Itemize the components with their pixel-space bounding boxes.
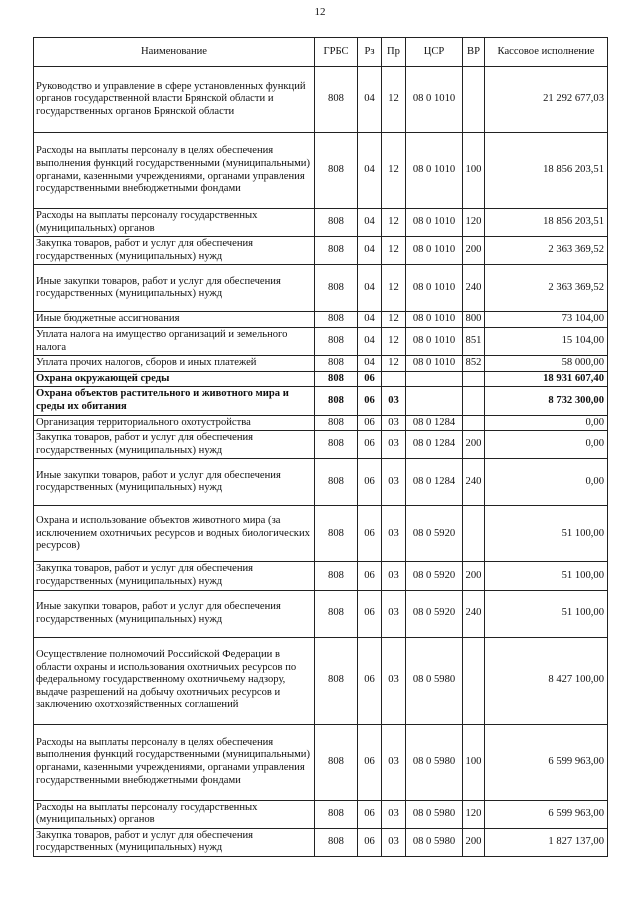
cell-vr: 120	[463, 800, 485, 828]
cell-grbs: 808	[315, 387, 358, 415]
cell-csr: 08 0 5980	[406, 724, 463, 800]
cell-rz: 06	[358, 637, 382, 724]
cell-csr: 08 0 5980	[406, 800, 463, 828]
cell-rz: 06	[358, 562, 382, 590]
column-header-vr: ВР	[463, 38, 485, 67]
column-header-csr: ЦСР	[406, 38, 463, 67]
table-row	[34, 431, 608, 459]
cell-csr: 08 0 5980	[406, 828, 463, 856]
table-row	[34, 387, 608, 415]
table-row	[34, 724, 608, 800]
table-row	[34, 312, 608, 328]
cell-vr: 240	[463, 459, 485, 506]
table-body	[34, 67, 608, 857]
cell-name: Расходы на выплаты персоналу государственных (муниципальных) органов	[34, 209, 315, 237]
cell-csr: 08 0 1010	[406, 327, 463, 355]
cell-rz: 04	[358, 312, 382, 328]
table-row	[34, 67, 608, 133]
table-row	[34, 415, 608, 431]
table-row	[34, 800, 608, 828]
cell-csr: 08 0 1010	[406, 265, 463, 312]
cell-amount: 73 104,00	[485, 312, 608, 328]
cell-grbs: 808	[315, 590, 358, 637]
cell-rz: 04	[358, 209, 382, 237]
cell-csr: 08 0 1284	[406, 431, 463, 459]
cell-csr: 08 0 1284	[406, 459, 463, 506]
cell-vr	[463, 506, 485, 562]
cell-csr: 08 0 1010	[406, 312, 463, 328]
cell-pr: 03	[382, 800, 406, 828]
table-row	[34, 590, 608, 637]
cell-name: Иные закупки товаров, работ и услуг для обеспечения государственных (муниципальных) нужд	[34, 459, 315, 506]
cell-vr	[463, 67, 485, 133]
cell-csr: 08 0 5920	[406, 590, 463, 637]
cell-grbs: 808	[315, 415, 358, 431]
cell-amount: 21 292 677,03	[485, 67, 608, 133]
table-row	[34, 506, 608, 562]
cell-vr: 200	[463, 237, 485, 265]
cell-amount: 18 856 203,51	[485, 133, 608, 209]
cell-pr: 03	[382, 387, 406, 415]
cell-vr: 851	[463, 327, 485, 355]
cell-csr: 08 0 1010	[406, 133, 463, 209]
cell-rz: 06	[358, 724, 382, 800]
table-row	[34, 356, 608, 372]
cell-pr: 12	[382, 237, 406, 265]
table-row	[34, 237, 608, 265]
cell-rz: 06	[358, 371, 382, 387]
cell-rz: 04	[358, 265, 382, 312]
cell-amount: 8 732 300,00	[485, 387, 608, 415]
cell-csr: 08 0 1284	[406, 415, 463, 431]
cell-csr: 08 0 1010	[406, 209, 463, 237]
cell-csr: 08 0 5920	[406, 562, 463, 590]
cell-amount: 8 427 100,00	[485, 637, 608, 724]
column-header-pr: Пр	[382, 38, 406, 67]
cell-grbs: 808	[315, 67, 358, 133]
table-row	[34, 637, 608, 724]
cell-vr: 240	[463, 265, 485, 312]
cell-rz: 06	[358, 800, 382, 828]
table-row	[34, 371, 608, 387]
cell-pr: 12	[382, 209, 406, 237]
cell-amount: 0,00	[485, 459, 608, 506]
cell-name: Осуществление полномочий Российской Федерации в области охраны и использования охотничьих ресурсов по федеральному государственному охотничьему надзору, выдаче разрешений на добычу охотничьих ресурсов и заключению охотхозяйственных соглашений	[34, 637, 315, 724]
cell-pr: 03	[382, 828, 406, 856]
cell-grbs: 808	[315, 431, 358, 459]
cell-name: Расходы на выплаты персоналу в целях обеспечения выполнения функций государственными (муниципальными) органами, казенными учреждениями, органами управления государственными внебюджетными фондами	[34, 724, 315, 800]
cell-rz: 06	[358, 459, 382, 506]
table-row	[34, 562, 608, 590]
cell-pr: 12	[382, 356, 406, 372]
cell-name: Иные закупки товаров, работ и услуг для обеспечения государственных (муниципальных) нужд	[34, 265, 315, 312]
page-number: 12	[314, 6, 326, 18]
cell-vr: 800	[463, 312, 485, 328]
cell-vr: 200	[463, 562, 485, 590]
cell-pr: 12	[382, 133, 406, 209]
cell-pr: 12	[382, 312, 406, 328]
budget-table	[33, 37, 608, 857]
cell-grbs: 808	[315, 265, 358, 312]
cell-amount: 51 100,00	[485, 590, 608, 637]
cell-name: Закупка товаров, работ и услуг для обеспечения государственных (муниципальных) нужд	[34, 431, 315, 459]
cell-pr: 12	[382, 327, 406, 355]
cell-pr: 12	[382, 265, 406, 312]
cell-grbs: 808	[315, 237, 358, 265]
table-row	[34, 265, 608, 312]
cell-vr	[463, 637, 485, 724]
cell-grbs: 808	[315, 506, 358, 562]
cell-grbs: 808	[315, 371, 358, 387]
cell-rz: 06	[358, 828, 382, 856]
cell-amount: 2 363 369,52	[485, 237, 608, 265]
cell-grbs: 808	[315, 828, 358, 856]
cell-amount: 58 000,00	[485, 356, 608, 372]
cell-pr: 03	[382, 637, 406, 724]
cell-amount: 15 104,00	[485, 327, 608, 355]
cell-name: Охрана окружающей среды	[34, 371, 315, 387]
cell-vr: 200	[463, 431, 485, 459]
cell-name: Организация территориального охотустройства	[34, 415, 315, 431]
cell-rz: 06	[358, 415, 382, 431]
cell-csr	[406, 371, 463, 387]
cell-rz: 04	[358, 67, 382, 133]
cell-rz: 06	[358, 506, 382, 562]
cell-vr: 100	[463, 724, 485, 800]
cell-vr: 120	[463, 209, 485, 237]
cell-name: Охрана объектов растительного и животного мира и среды их обитания	[34, 387, 315, 415]
cell-vr: 100	[463, 133, 485, 209]
cell-vr	[463, 371, 485, 387]
cell-name: Закупка товаров, работ и услуг для обеспечения государственных (муниципальных) нужд	[34, 237, 315, 265]
cell-vr: 852	[463, 356, 485, 372]
table-row	[34, 459, 608, 506]
cell-name: Иные бюджетные ассигнования	[34, 312, 315, 328]
cell-csr: 08 0 1010	[406, 67, 463, 133]
cell-pr: 03	[382, 431, 406, 459]
cell-pr: 03	[382, 590, 406, 637]
cell-pr: 03	[382, 459, 406, 506]
cell-csr: 08 0 1010	[406, 237, 463, 265]
cell-name: Закупка товаров, работ и услуг для обеспечения государственных (муниципальных) нужд	[34, 562, 315, 590]
cell-grbs: 808	[315, 637, 358, 724]
column-header-amount: Кассовое исполнение	[485, 38, 608, 67]
cell-amount: 51 100,00	[485, 506, 608, 562]
cell-csr: 08 0 5920	[406, 506, 463, 562]
cell-pr	[382, 371, 406, 387]
cell-grbs: 808	[315, 209, 358, 237]
cell-vr: 200	[463, 828, 485, 856]
cell-rz: 06	[358, 590, 382, 637]
cell-amount: 1 827 137,00	[485, 828, 608, 856]
cell-rz: 04	[358, 356, 382, 372]
cell-pr: 03	[382, 506, 406, 562]
cell-name: Охрана и использование объектов животного мира (за исключением охотничьих ресурсов и водных биологических ресурсов)	[34, 506, 315, 562]
cell-rz: 06	[358, 387, 382, 415]
cell-rz: 04	[358, 237, 382, 265]
cell-amount: 18 856 203,51	[485, 209, 608, 237]
cell-grbs: 808	[315, 459, 358, 506]
cell-rz: 06	[358, 431, 382, 459]
cell-pr: 03	[382, 562, 406, 590]
column-header-name: Наименование	[34, 38, 315, 67]
cell-name: Закупка товаров, работ и услуг для обеспечения государственных (муниципальных) нужд	[34, 828, 315, 856]
cell-name: Иные закупки товаров, работ и услуг для обеспечения государственных (муниципальных) нужд	[34, 590, 315, 637]
table-row	[34, 828, 608, 856]
table-row	[34, 327, 608, 355]
column-header-rz: Рз	[358, 38, 382, 67]
cell-name: Руководство и управление в сфере установленных функций органов государственной власти Брянской области и государственных органов Брянской области	[34, 67, 315, 133]
cell-amount: 51 100,00	[485, 562, 608, 590]
cell-amount: 2 363 369,52	[485, 265, 608, 312]
cell-name: Расходы на выплаты персоналу в целях обеспечения выполнения функций государственными (муниципальными) органами, казенными учреждениями, органами управления государственными внебюджетными фондами	[34, 133, 315, 209]
cell-grbs: 808	[315, 327, 358, 355]
cell-pr: 03	[382, 724, 406, 800]
cell-grbs: 808	[315, 312, 358, 328]
cell-name: Уплата налога на имущество организаций и земельного налога	[34, 327, 315, 355]
cell-grbs: 808	[315, 562, 358, 590]
cell-vr	[463, 387, 485, 415]
cell-pr: 12	[382, 67, 406, 133]
table-row	[34, 209, 608, 237]
table-header-row	[34, 38, 608, 67]
cell-csr: 08 0 5980	[406, 637, 463, 724]
column-header-grbs: ГРБС	[315, 38, 358, 67]
cell-vr: 240	[463, 590, 485, 637]
cell-amount: 18 931 607,40	[485, 371, 608, 387]
cell-csr: 08 0 1010	[406, 356, 463, 372]
cell-amount: 6 599 963,00	[485, 800, 608, 828]
cell-grbs: 808	[315, 356, 358, 372]
cell-rz: 04	[358, 133, 382, 209]
cell-name: Расходы на выплаты персоналу государственных (муниципальных) органов	[34, 800, 315, 828]
cell-amount: 6 599 963,00	[485, 724, 608, 800]
cell-csr	[406, 387, 463, 415]
cell-grbs: 808	[315, 800, 358, 828]
cell-name: Уплата прочих налогов, сборов и иных платежей	[34, 356, 315, 372]
cell-rz: 04	[358, 327, 382, 355]
cell-pr: 03	[382, 415, 406, 431]
cell-grbs: 808	[315, 133, 358, 209]
cell-amount: 0,00	[485, 431, 608, 459]
cell-amount: 0,00	[485, 415, 608, 431]
cell-vr	[463, 415, 485, 431]
table-row	[34, 133, 608, 209]
cell-grbs: 808	[315, 724, 358, 800]
